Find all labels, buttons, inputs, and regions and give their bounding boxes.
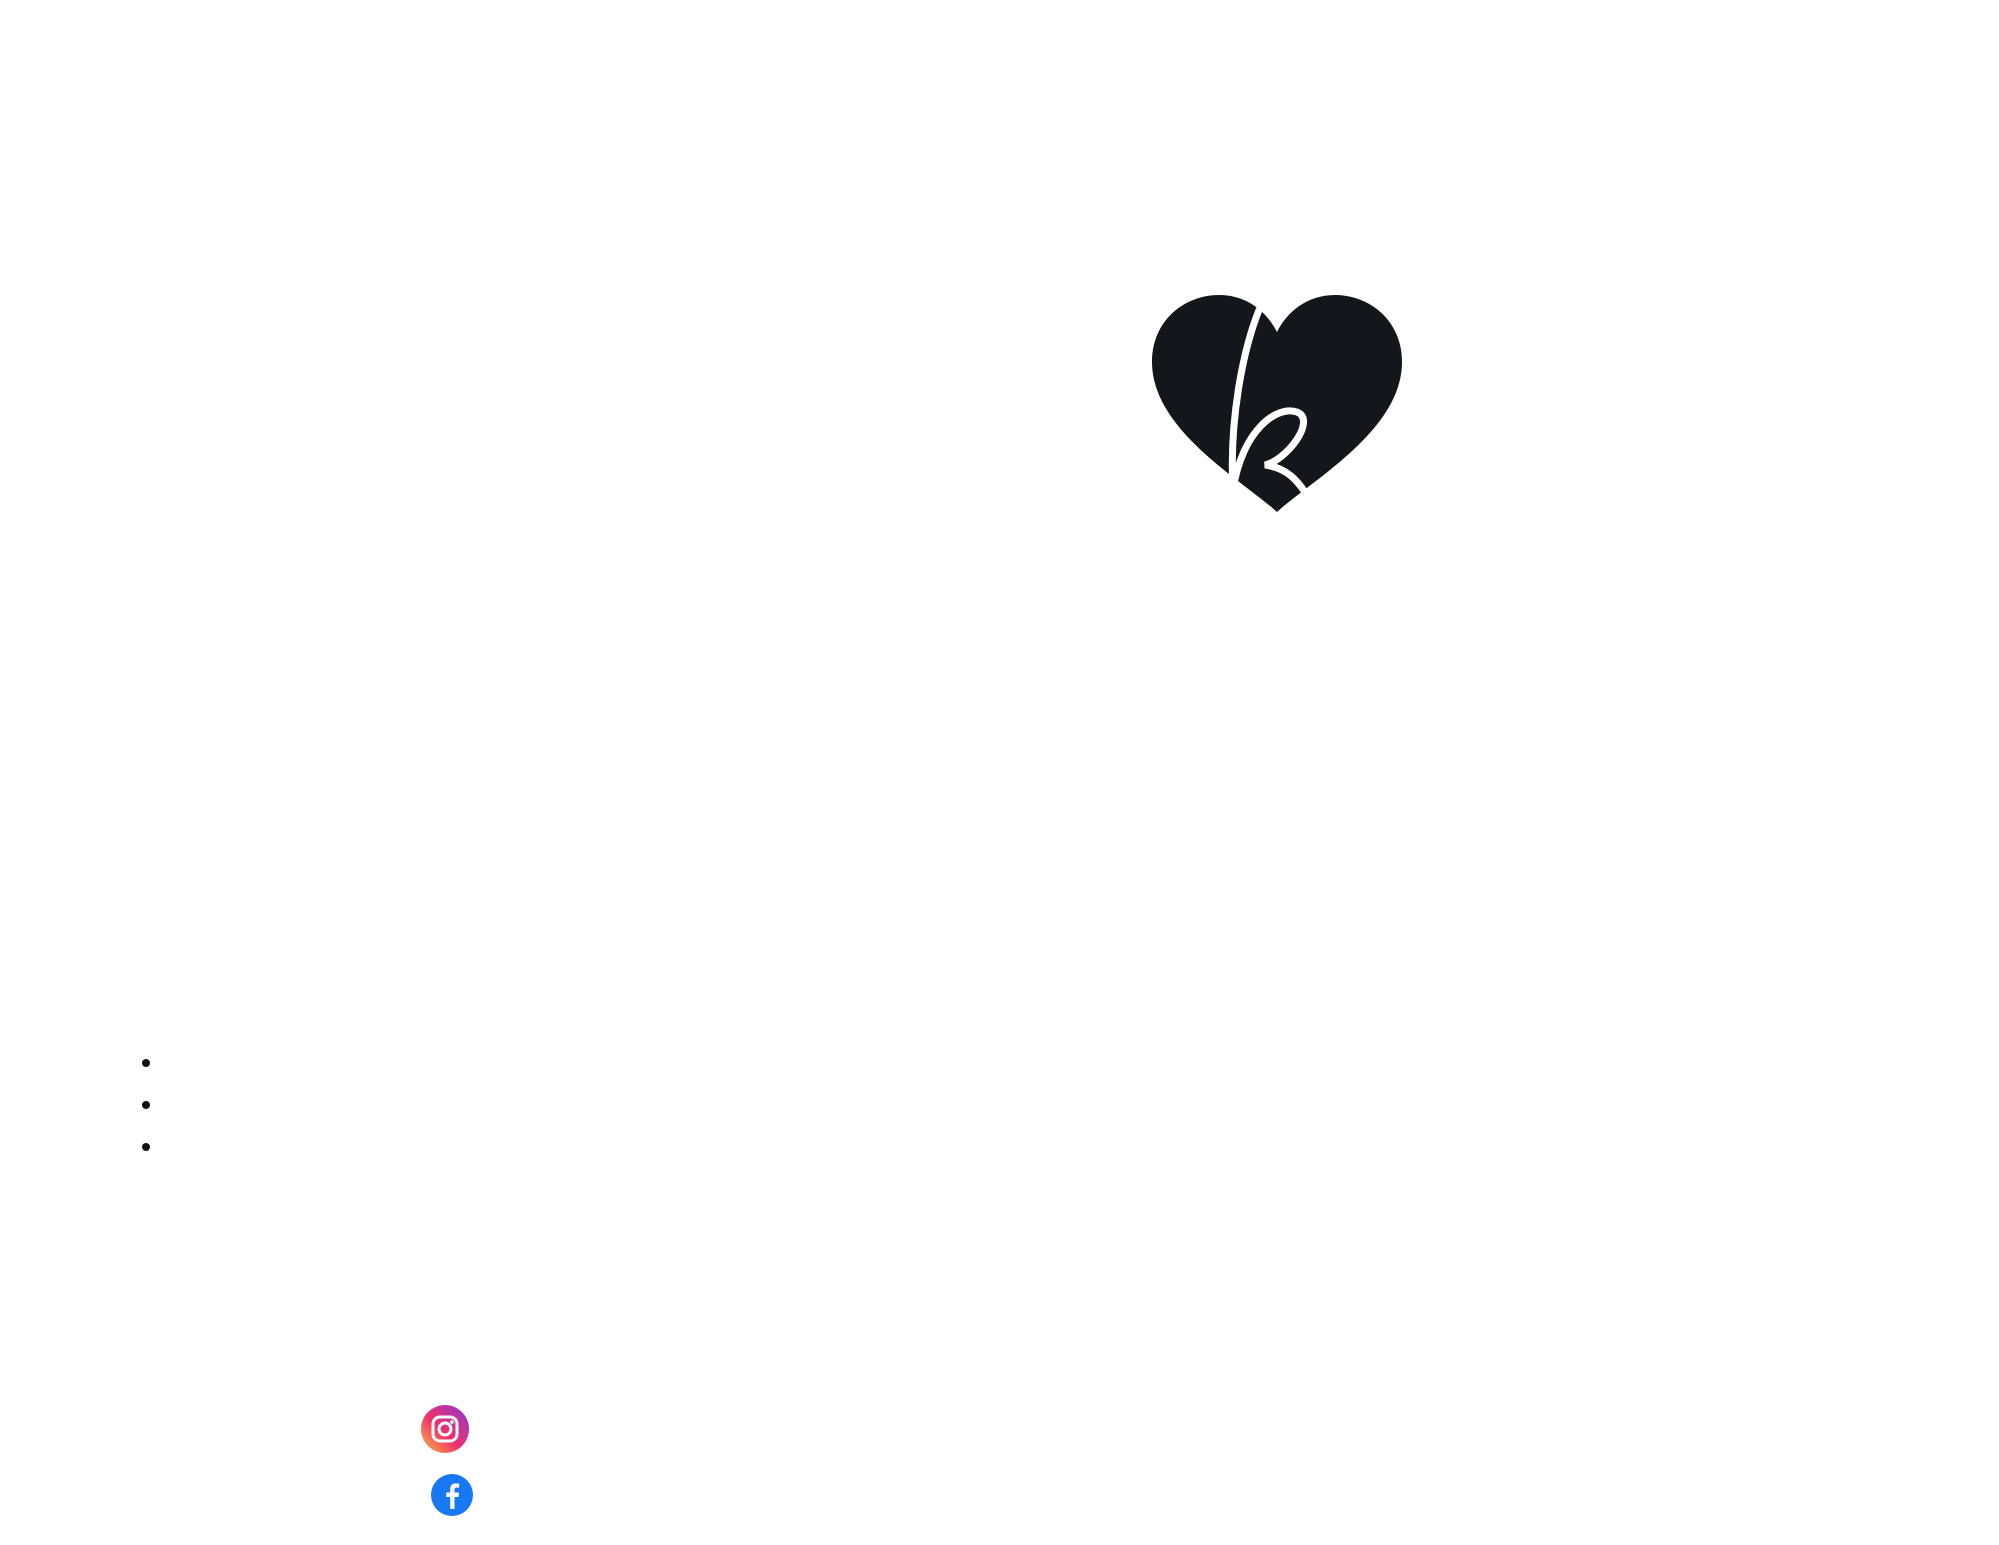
give-list (113, 1041, 973, 1167)
clover-decoration-bottom (1150, 1130, 1999, 1545)
qr-code-icon[interactable] (798, 1355, 956, 1513)
heart-logo-icon (1147, 290, 1407, 520)
logo (1147, 290, 1927, 530)
give-bullet-2 (165, 1083, 973, 1125)
give-bullet-3 (165, 1125, 973, 1167)
facebook-icon[interactable] (430, 1473, 474, 1522)
instagram-icon[interactable] (420, 1404, 470, 1459)
give-bullet-1 (165, 1041, 973, 1083)
